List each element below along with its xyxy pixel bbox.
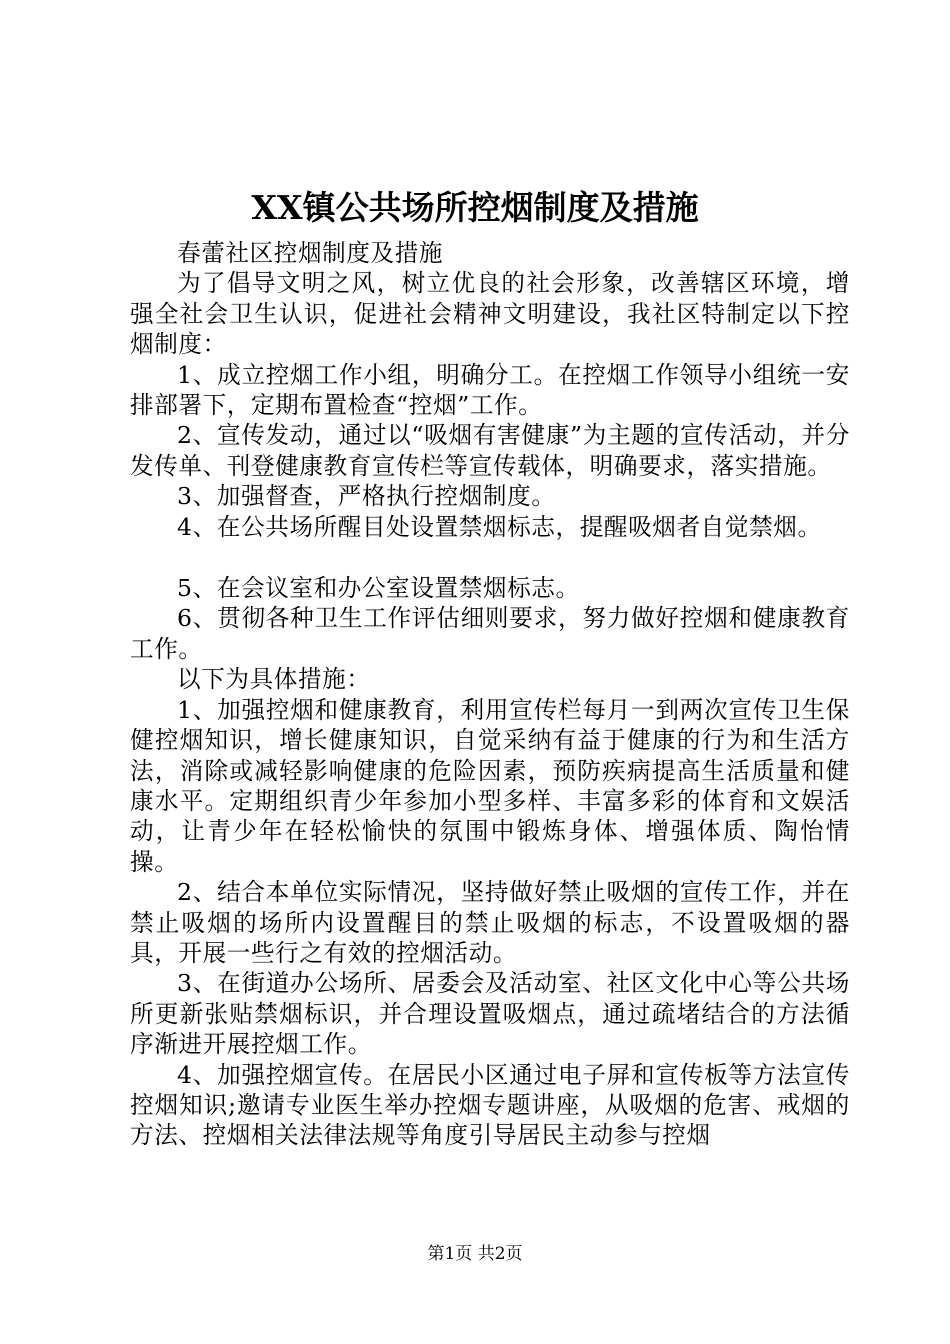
paragraph: 1、加强控烟和健康教育，利用宣传栏每月一到两次宣传卫生保健控烟知识，增长健康知识，自觉采纳有益于健康的行为和生活方法，消除或减轻影响健康的危险因素，预防疾病提高生活质量和健康水平。定期组织青少年参加小型多样、丰富多彩的体育和文娱活动，让青少年在轻松愉快的氛围中锻炼身体、增强体质、陶怡情操。: [130, 695, 850, 876]
paragraph: 2、宣传发动，通过以“吸烟有害健康”为主题的宣传活动，并分发传单、刊登健康教育宣传栏等宣传载体，明确要求，落实措施。: [130, 421, 850, 480]
paragraph: 5、在会议室和办公室设置禁烟标志。: [177, 574, 580, 603]
paragraph: 春蕾社区控烟制度及措施: [177, 239, 444, 267]
paragraph: 4、在公共场所醒目处设置禁烟标志，提醒吸烟者自觉禁烟。: [177, 512, 822, 541]
paragraph: 为了倡导文明之风，树立优良的社会形象，改善辖区环境，增强全社会卫生认识，促进社会精神文明建设，我社区特制定以下控烟制度：: [130, 269, 850, 359]
paragraph: 1、成立控烟工作小组，明确分工。在控烟工作领导小组统一安排部署下，定期布置检查“控烟”工作。: [130, 360, 850, 420]
paragraph: 6、贯彻各种卫生工作评估细则要求，努力做好控烟和健康教育工作。: [130, 604, 850, 663]
document-title: XX镇公共场所控烟制度及措施: [251, 188, 699, 227]
paragraph: 3、加强督查，严格执行控烟制度。: [177, 482, 556, 511]
paragraph: 2、结合本单位实际情况，坚持做好禁止吸烟的宣传工作，并在禁止吸烟的场所内设置醒目的禁止吸烟的标志，不设置吸烟的器具，开展一些行之有效的控烟活动。: [130, 878, 850, 967]
page-footer: 第1页 共2页: [427, 1244, 523, 1264]
document-body: [130, 238, 850, 1151]
paragraph: 4、加强控烟宣传。在居民小区通过电子屏和宣传板等方法宣传控烟知识;邀请专业医生举办控烟专题讲座，从吸烟的危害、戒烟的方法、控烟相关法律法规等角度引导居民主动参与控烟: [130, 1060, 850, 1150]
paragraph: 以下为具体措施：: [177, 665, 371, 694]
paragraph: 3、在街道办公场所、居委会及活动室、社区文化中心等公共场所更新张贴禁烟标识，并合理设置吸烟点，通过疏堵结合的方法循序渐进开展控烟工作。: [130, 969, 850, 1059]
